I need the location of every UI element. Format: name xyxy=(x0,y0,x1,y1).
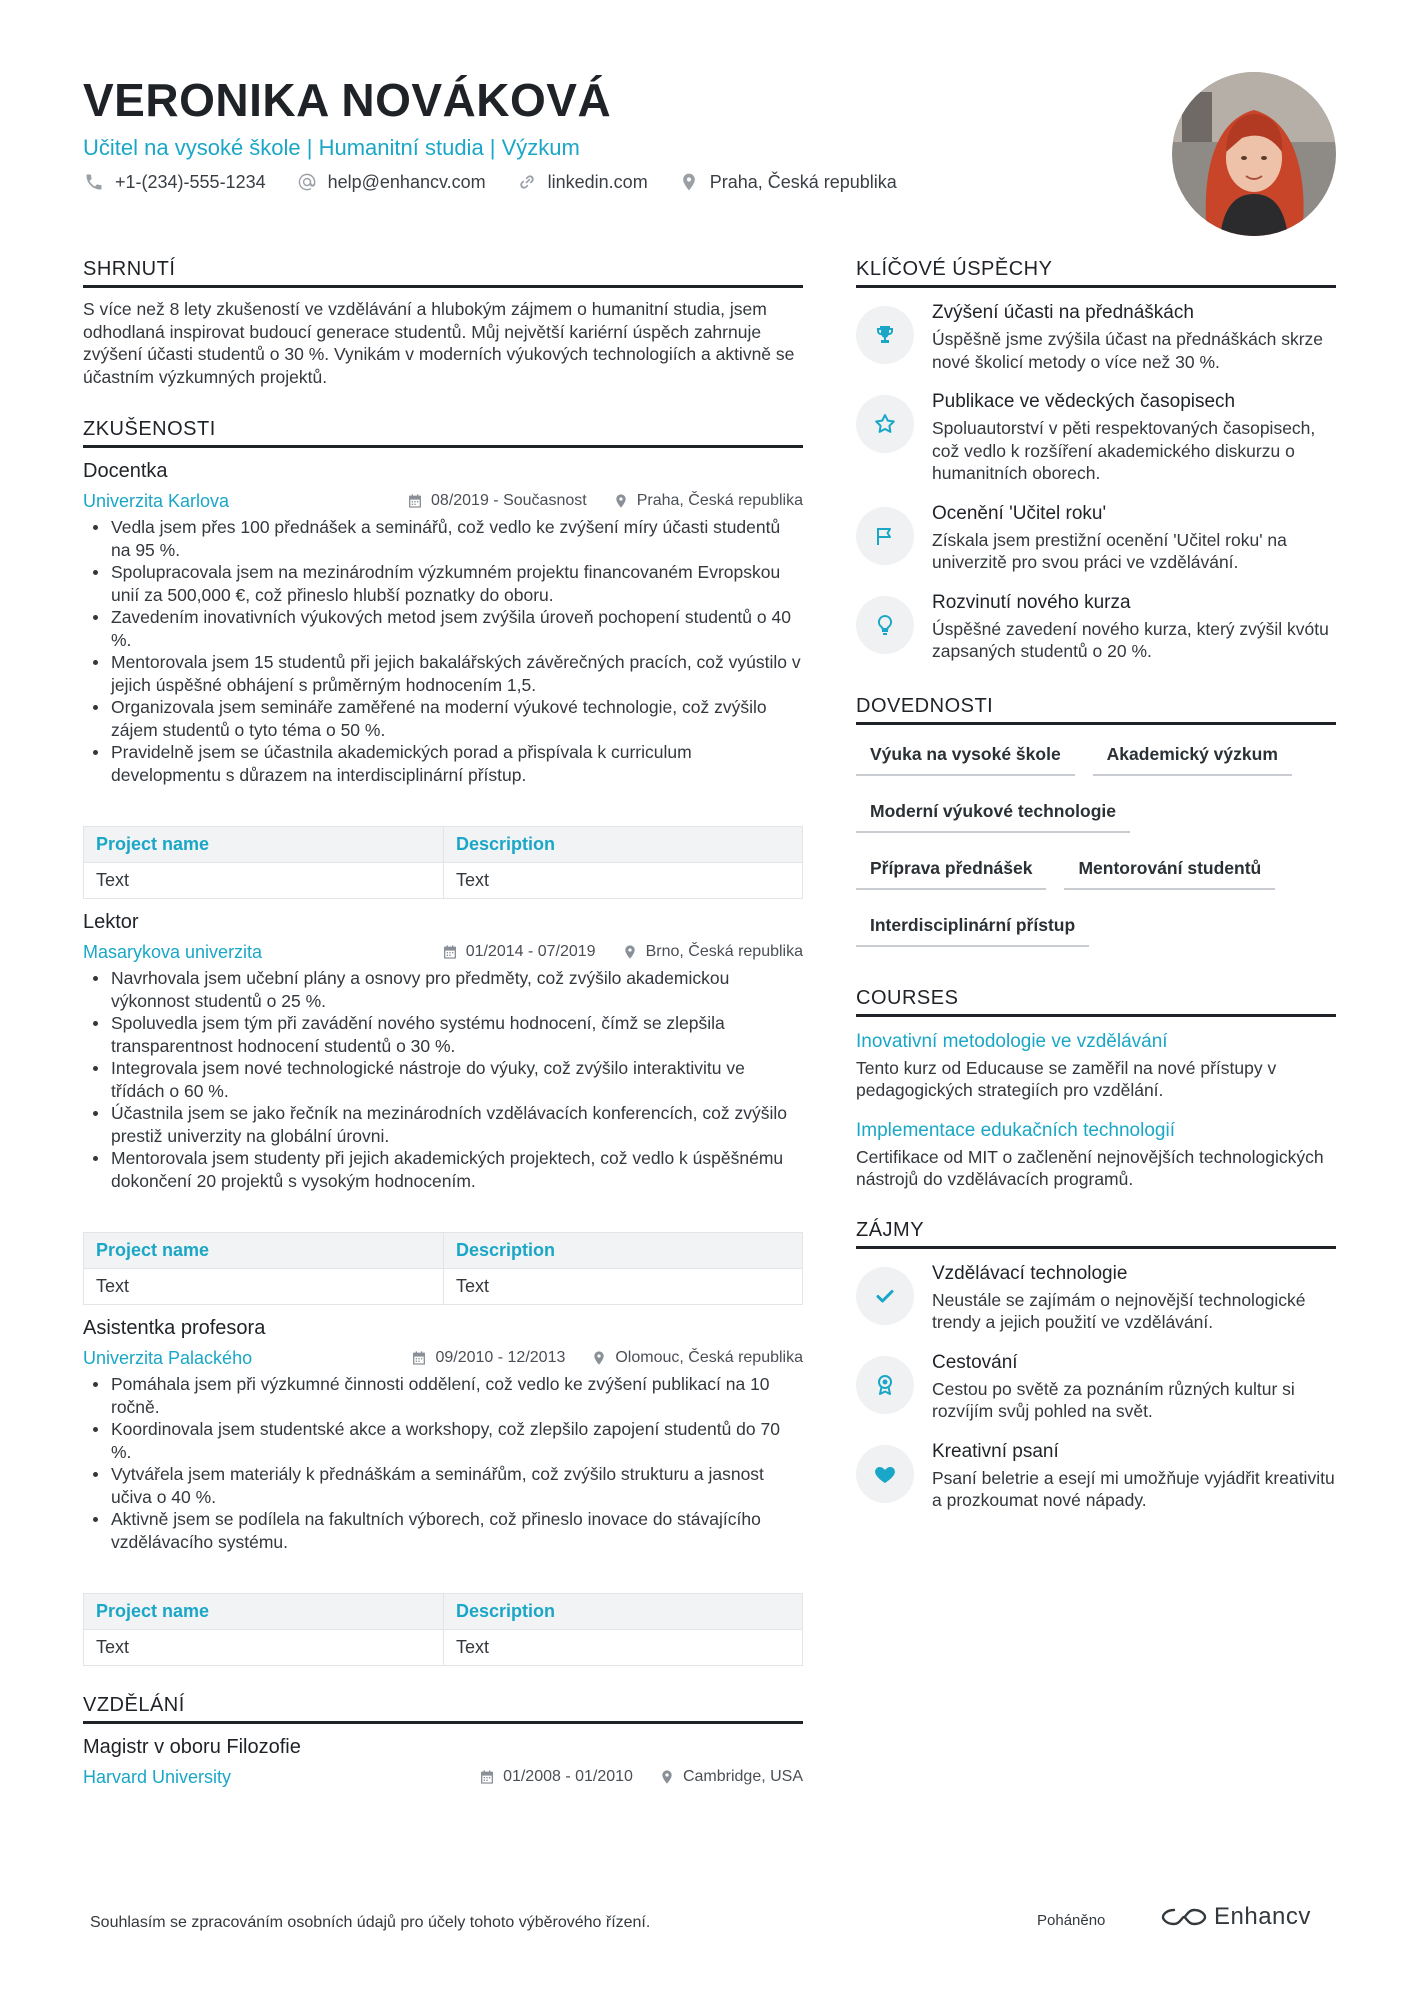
interest-desc: Neustále se zajímám o nejnovější technologické trendy a jejich použití ve vzdělávání. xyxy=(932,1289,1306,1332)
achievement-title: Rozvinutí nového kurza xyxy=(932,591,1131,613)
table-cell: Text xyxy=(84,863,444,899)
table-header-row xyxy=(84,827,803,863)
calendar-icon xyxy=(442,944,458,960)
interest-title: Kreativní psaní xyxy=(932,1440,1059,1462)
education-item xyxy=(83,1734,803,1788)
job-meta xyxy=(83,1347,803,1369)
bullet-item: Vytvářela jsem materiály k přednáškám a seminářům, což zvýšilo strukturu a jasnost učiva o 40 %. xyxy=(83,1463,803,1508)
location-text: Praha, Česká republika xyxy=(636,492,803,509)
achievement-item xyxy=(856,389,1336,485)
job-meta xyxy=(83,490,803,512)
table-header-row xyxy=(84,1233,803,1269)
contact-email[interactable] xyxy=(296,170,486,194)
left-column xyxy=(83,256,803,1788)
bullet-item: Navrhovala jsem učební plány a osnovy pro předměty, což zvýšilo akademickou výkonnost studentů o 25 %. xyxy=(83,967,803,1012)
interest-item xyxy=(856,1261,1336,1334)
skill-tag: Interdisciplinární přístup xyxy=(856,910,1089,947)
bullet-item: Účastnila jsem se jako řečník na mezinárodních vzdělávacích konferencích, což zvýšilo prestiž univerzity na globální úrovni. xyxy=(83,1102,803,1147)
contact-phone[interactable] xyxy=(83,170,266,194)
skill-tag: Moderní výukové technologie xyxy=(856,796,1130,833)
achievement-desc: Úspěšné zavedení nového kurza, který zvýšil kvótu zapsaných studentů o 20 %. xyxy=(932,618,1329,661)
achievement-desc: Získala jsem prestižní ocenění 'Učitel roku' na univerzitě pro svou práci ve vzdělávání. xyxy=(932,529,1287,572)
phone-text: +1-(234)-555-1234 xyxy=(115,172,266,192)
interest-title: Vzdělávací technologie xyxy=(932,1262,1128,1284)
achievement-body xyxy=(932,501,1336,574)
contact-location xyxy=(678,170,897,194)
job-bullets xyxy=(83,1373,803,1553)
table-cell: Text xyxy=(84,1269,444,1305)
bullet-item: Pomáhala jsem při výzkumné činnosti oddělení, což vedlo ke zvýšení publikací na 10 ročně. xyxy=(83,1373,803,1418)
heart-icon xyxy=(856,1445,914,1503)
company-name: Univerzita Karlova xyxy=(83,491,230,511)
achievement-body xyxy=(932,300,1336,373)
job-location xyxy=(591,1347,803,1369)
star-icon xyxy=(856,395,914,453)
course-desc: Tento kurz od Educause se zaměřil na nové přístupy v pedagogických strategiích pro vzdělání. xyxy=(856,1057,1277,1100)
course-item xyxy=(856,1029,1336,1102)
job-bullets xyxy=(83,516,803,786)
trophy-icon xyxy=(856,306,914,364)
course-title: Implementace edukačních technologií xyxy=(856,1119,1175,1141)
interest-item xyxy=(856,1350,1336,1423)
email-text: help@enhancv.com xyxy=(327,172,486,192)
skill-tag: Příprava přednášek xyxy=(856,853,1046,890)
dates-text: 01/2014 - 07/2019 xyxy=(465,943,596,960)
experience-item xyxy=(83,1315,803,1666)
interest-item xyxy=(856,1439,1336,1512)
calendar-icon xyxy=(411,1350,427,1366)
achievement-item xyxy=(856,501,1336,574)
right-column xyxy=(856,256,1336,1512)
achievement-title: Publikace ve vědeckých časopisech xyxy=(932,391,1236,412)
location-pin-icon xyxy=(659,1769,675,1785)
bullet-item: Zavedením inovativních výukových metod jsem zvýšila úroveň pochopení studentů o 40 %. xyxy=(83,606,803,651)
column-header-project: Project name xyxy=(84,1594,444,1630)
bullet-item: Mentorovala jsem 15 studentů při jejich bakalářských závěrečných pracích, což vyústilo v jejich úspěšné obhájení s průměrným hodnocením 1,5. xyxy=(83,651,803,696)
location-pin-icon xyxy=(613,493,629,509)
table-row xyxy=(84,863,803,899)
course-desc: Certifikace od MIT o začlenění nejnovějších technologických nástrojů do vzdělávacích programů. xyxy=(856,1146,1324,1189)
achievement-body xyxy=(932,389,1336,485)
link-icon xyxy=(516,171,538,193)
location-pin-icon xyxy=(591,1350,607,1366)
powered-by-label: Poháněno xyxy=(1037,1912,1106,1929)
achievement-desc: Úspěšně jsme zvýšila účast na přednáškách skrze nové školicí metody o více než 30 %. xyxy=(932,329,1324,372)
resume-header xyxy=(83,72,1163,194)
project-table xyxy=(83,1593,803,1666)
bullet-item: Koordinovala jsem studentské akce a workshopy, což zlepšilo zapojení studentů do 70 %. xyxy=(83,1418,803,1463)
column-header-project: Project name xyxy=(84,827,444,863)
job-location xyxy=(622,941,803,963)
summary-text: S více než 8 lety zkušeností ve vzdělávání a hlubokým zájmem o humanitní studia, jsem odhodlaná inspirovat budoucí generace studentů. Můj největší kariérní úspěch zahrnuje zvýšení účasti studentů o 30 %. Vynikám v moderních výukových technologiích a aktivně se účastním výzkumných projektů. xyxy=(83,299,795,387)
project-table xyxy=(83,826,803,899)
course-title: Inovativní metodologie ve vzdělávání xyxy=(856,1030,1168,1052)
column-header-description: Description xyxy=(444,1233,803,1269)
interest-desc: Psaní beletrie a esejí mi umožňuje vyjádřit kreativitu a prozkoumat nové nápady. xyxy=(932,1467,1335,1510)
table-cell: Text xyxy=(84,1630,444,1666)
table-cell: Text xyxy=(444,1269,803,1305)
skill-tag: Akademický výzkum xyxy=(1093,739,1292,776)
profile-photo xyxy=(1172,72,1336,236)
experience-item xyxy=(83,458,803,899)
courses-title: COURSES xyxy=(856,985,1336,1017)
infinity-logo-icon xyxy=(1160,1902,1208,1932)
table-row xyxy=(84,1630,803,1666)
project-table xyxy=(83,1232,803,1305)
bullet-item: Organizovala jsem semináře zaměřené na moderní výukové technologie, což zvýšilo zájem studentů o tyto téma o 50 %. xyxy=(83,696,803,741)
brand-name: Enhancv xyxy=(1214,1903,1311,1930)
consent-text: Souhlasím se zpracováním osobních údajů pro účely tohoto výběrového řízení. xyxy=(90,1914,651,1931)
education-title: VZDĚLÁNÍ xyxy=(83,1692,803,1724)
job-dates xyxy=(407,490,587,512)
achievement-body xyxy=(932,590,1336,663)
location-text: Brno, Česká republika xyxy=(645,943,803,960)
company-name: Univerzita Palackého xyxy=(83,1348,253,1368)
column-header-description: Description xyxy=(444,1594,803,1630)
job-dates xyxy=(411,1347,565,1369)
table-row xyxy=(84,1269,803,1305)
table-header-row xyxy=(84,1594,803,1630)
degree-title: Magistr v oboru Filozofie xyxy=(83,1736,301,1758)
interest-body xyxy=(932,1439,1336,1512)
contact-linkedin[interactable] xyxy=(516,170,648,194)
bullet-item: Mentorovala jsem studenty při jejich akademických projektech, což vedlo k úspěšnému dokončení 20 projektů s vysokým hodnocením. xyxy=(83,1147,803,1192)
interest-desc: Cestou po světě za poznáním různých kultur si rozvíjím svůj pohled na svět. xyxy=(932,1378,1295,1421)
achievement-title: Ocenění 'Učitel roku' xyxy=(932,502,1107,524)
bullet-item: Pravidelně jsem se účastnila akademických porad a přispívala k curriculum developmentu s důrazem na interdisciplinární přístup. xyxy=(83,741,803,786)
bullet-item: Vedla jsem přes 100 přednášek a seminářů, což vedlo ke zvýšení míry účasti studentů na 95 %. xyxy=(83,516,803,561)
achievement-item xyxy=(856,590,1336,663)
education-meta xyxy=(83,1766,803,1788)
bullet-item: Spolupracovala jsem na mezinárodním výzkumném projektu financovaném Evropskou unií za 500,000 €, což přineslo hlubší poznatky do oboru. xyxy=(83,561,803,606)
bullet-item: Integrovala jsem nové technologické nástroje do výuky, což zvýšilo interaktivitu ve třídách o 60 %. xyxy=(83,1057,803,1102)
experience-item xyxy=(83,909,803,1305)
location-text: Olomouc, Česká republika xyxy=(615,1349,803,1366)
interest-body xyxy=(932,1350,1336,1423)
job-title: Docentka xyxy=(83,460,168,482)
column-header-description: Description xyxy=(444,827,803,863)
enhancv-logo[interactable] xyxy=(1160,1902,1311,1932)
job-meta xyxy=(83,941,803,963)
bullet-item: Spoluvedla jsem tým při zavádění nového systému hodnocení, čímž se zlepšila transparentnost hodnocení studentů o 30 %. xyxy=(83,1012,803,1057)
column-header-project: Project name xyxy=(84,1233,444,1269)
company-name: Masarykova univerzita xyxy=(83,942,263,962)
calendar-icon xyxy=(407,493,423,509)
table-cell: Text xyxy=(444,863,803,899)
dates-text: 01/2008 - 01/2010 xyxy=(503,1768,633,1785)
job-bullets xyxy=(83,967,803,1192)
flag-icon xyxy=(856,507,914,565)
job-dates xyxy=(442,941,596,963)
badge-icon xyxy=(856,1356,914,1414)
experience-title: ZKUŠENOSTI xyxy=(83,416,803,448)
achievement-desc: Spoluautorství v pěti respektovaných časopisech, což vedlo k rozšíření akademického diskurzu o humanitních oborech. xyxy=(932,418,1316,483)
location-pin-icon xyxy=(622,944,638,960)
skill-tag: Mentorování studentů xyxy=(1064,853,1275,890)
bullet-item: Aktivně jsem se podílela na fakultních výborech, což přineslo inovace do stávajícího vzdělávacího systému. xyxy=(83,1508,803,1553)
calendar-icon xyxy=(479,1769,495,1785)
interest-body xyxy=(932,1261,1336,1334)
phone-icon xyxy=(83,171,105,193)
school-name: Harvard University xyxy=(83,1767,232,1787)
contact-row xyxy=(83,170,1163,194)
job-title: Lektor xyxy=(83,911,139,933)
location-pin-icon xyxy=(678,171,700,193)
lightbulb-icon xyxy=(856,596,914,654)
dates-text: 09/2010 - 12/2013 xyxy=(435,1349,566,1366)
location-text: Praha, Česká republika xyxy=(709,172,897,192)
check-icon xyxy=(856,1267,914,1325)
summary-title: SHRNUTÍ xyxy=(83,256,803,288)
interest-title: Cestování xyxy=(932,1351,1018,1373)
job-location xyxy=(613,490,803,512)
at-sign-icon xyxy=(296,171,318,193)
dates-text: 08/2019 - Současnost xyxy=(431,492,587,509)
candidate-headline: Učitel na vysoké škole | Humanitní studia | Výzkum xyxy=(83,135,580,160)
education-dates xyxy=(479,1766,633,1788)
course-item xyxy=(856,1118,1336,1191)
table-cell: Text xyxy=(444,1630,803,1666)
location-text: Cambridge, USA xyxy=(682,1768,803,1785)
skills-title: DOVEDNOSTI xyxy=(856,693,1336,725)
achievement-title: Zvýšení účasti na přednáškách xyxy=(932,302,1194,323)
interests-title: ZÁJMY xyxy=(856,1217,1336,1249)
education-location xyxy=(659,1766,803,1788)
candidate-name: VERONIKA NOVÁKOVÁ xyxy=(83,74,612,126)
job-title: Asistentka profesora xyxy=(83,1317,266,1339)
linkedin-text: linkedin.com xyxy=(547,172,648,192)
achievements-title: KLÍČOVÉ ÚSPĚCHY xyxy=(856,256,1336,288)
achievement-item xyxy=(856,300,1336,373)
skills-list xyxy=(856,739,1336,967)
skill-tag: Výuka na vysoké škole xyxy=(856,739,1075,776)
